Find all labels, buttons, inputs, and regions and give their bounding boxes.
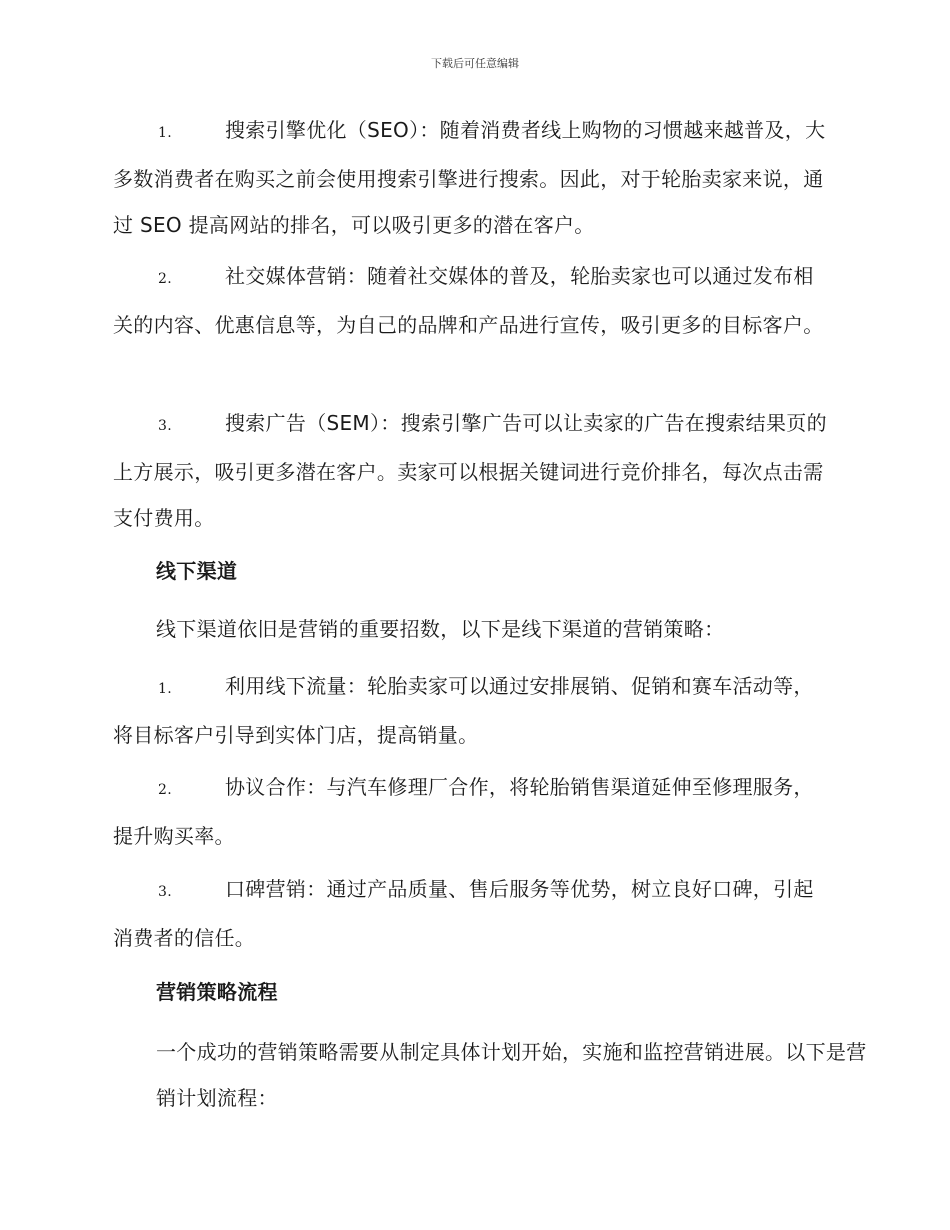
list-text: 协议合作：与汽车修理厂合作，将轮胎销售渠道延伸至修理服务，提升购买率。: [113, 775, 814, 848]
offline-list-item-2: [113, 764, 833, 859]
list-text: 搜索引擎优化（SEO）：随着消费者线上购物的习惯越来越普及，大多数消费者在购买之前会使用搜索引擎进行搜索。因此，对于轮胎卖家来说，通过 SEO 提高网站的排名，可以吸引更多的潜在客户。: [113, 118, 826, 237]
online-list-item-1: [113, 107, 833, 248]
list-text: 口碑营销：通过产品质量、售后服务等优势，树立良好口碑，引起消费者的信任。: [113, 877, 814, 950]
list-number: 1.: [158, 125, 172, 141]
list-number: 3.: [158, 884, 172, 900]
list-number: 2.: [158, 271, 172, 287]
online-list-item-3: [113, 400, 833, 541]
offline-list-item-3: [113, 866, 833, 961]
list-text: 搜索广告（SEM）：搜索引擎广告可以让卖家的广告在搜索结果页的上方展示，吸引更多潜在客户。卖家可以根据关键词进行竞价排名，每次点击需支付费用。: [113, 411, 827, 530]
section-heading-process: 营销策略流程: [156, 980, 278, 1004]
list-number: 3.: [158, 418, 172, 434]
list-number: 1.: [158, 681, 172, 697]
list-number: 2.: [158, 782, 172, 798]
offline-list-item-1: [113, 663, 833, 758]
process-intro: 一个成功的营销策略需要从制定具体计划开始，实施和监控营销进展。以下是营销计划流程：: [156, 1040, 867, 1110]
offline-intro: 线下渠道依旧是营销的重要招数，以下是线下渠道的营销策略：: [156, 617, 725, 641]
list-text: 利用线下流量：轮胎卖家可以通过安排展销、促销和赛车活动等，将目标客户引导到实体门店，提高销量。: [113, 674, 814, 747]
section-heading-offline: 线下渠道: [156, 559, 238, 583]
page-header: 下载后可任意编辑: [431, 57, 519, 70]
online-list-item-2: [113, 253, 833, 348]
list-text: 社交媒体营销：随着社交媒体的普及，轮胎卖家也可以通过发布相关的内容、优惠信息等，为自己的品牌和产品进行宣传，吸引更多的目标客户。: [113, 264, 824, 337]
